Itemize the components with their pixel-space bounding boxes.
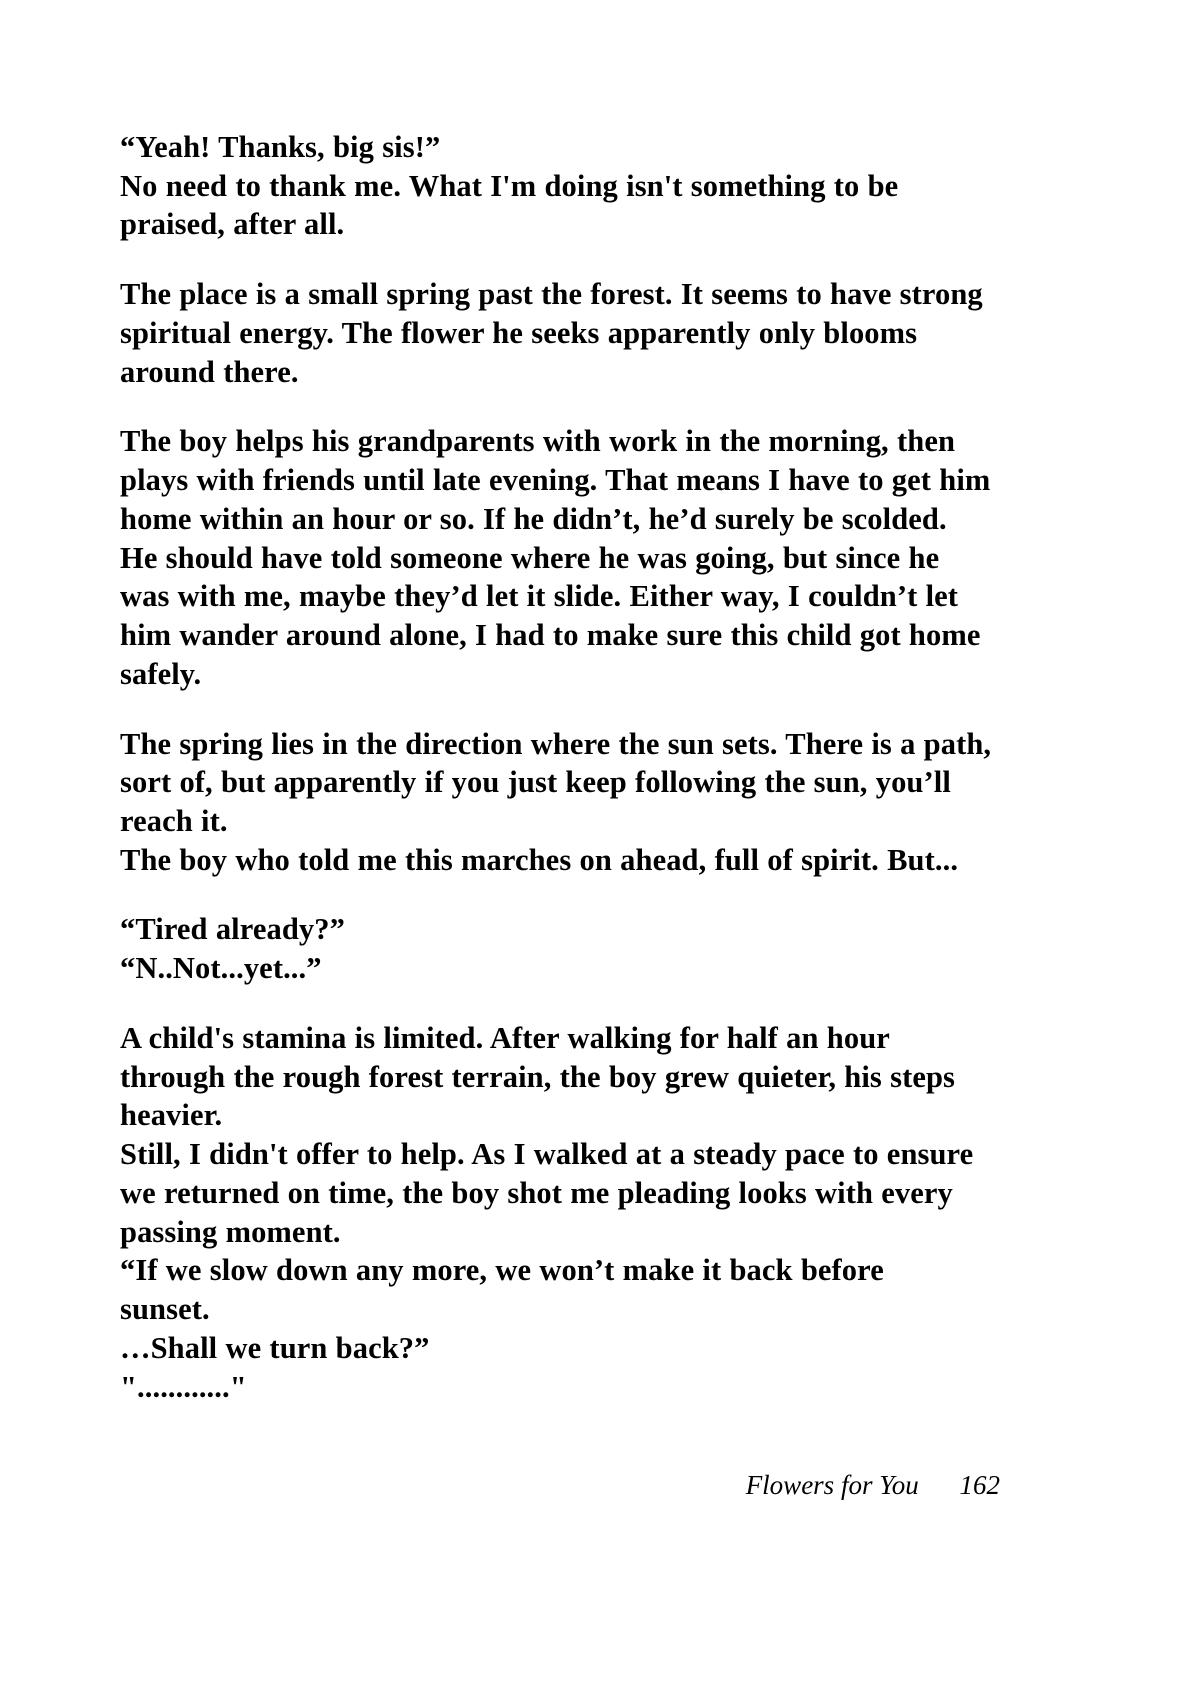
text-line: “If we slow down any more, we won’t make it back before [120,1253,884,1288]
text-line: “N..Not...yet...” [120,951,322,986]
text-line: passing moment. [120,1214,341,1249]
text-line: The boy who told me this marches on ahead, full of spirit. But... [120,842,959,877]
text-line: reach it. [120,804,228,839]
text-line: The boy helps his grandparents with work in the morning, then [120,424,956,459]
paragraph [120,128,1000,244]
text-line: sunset. [120,1292,210,1327]
text-line: home within an hour or so. If he didn’t, he’d surely be scolded. [120,501,947,536]
text-line: spiritual energy. The flower he seeks apparently only blooms [120,315,918,350]
text-line: Still, I didn't offer to help. As I walked at a steady pace to ensure [120,1137,974,1172]
paragraph [120,275,1000,391]
text-line: praised, after all. [120,207,345,242]
text-line: was with me, maybe they’d let it slide. Either way, I couldn’t let [120,579,959,614]
page-number: 162 [959,1470,1000,1500]
text-line: The spring lies in the direction where the sun sets. There is a path, [120,726,992,761]
page-footer [120,1470,1000,1501]
text-line: The place is a small spring past the forest. It seems to have strong [120,277,983,312]
text-line: around there. [120,354,299,389]
text-line: A child's stamina is limited. After walking for half an hour [120,1020,890,1055]
text-line: plays with friends until late evening. That means I have to get him [120,463,991,498]
body-text-column [120,128,1000,1406]
text-line: through the rough forest terrain, the boy grew quieter, his steps [120,1059,955,1094]
text-line: we returned on time, the boy shot me pleading looks with every [120,1175,953,1210]
text-line: “Tired already?” [120,912,345,947]
text-line: No need to thank me. What I'm doing isn't something to be [120,168,899,203]
text-line: He should have told someone where he was going, but since he [120,540,940,575]
text-line: heavier. [120,1098,223,1133]
text-line: sort of, but apparently if you just keep following the sun, you’ll [120,765,951,800]
text-line: "............" [120,1369,247,1404]
text-line: …Shall we turn back?” [120,1330,430,1365]
paragraph [120,910,1000,987]
paragraph [120,725,1000,880]
text-line: him wander around alone, I had to make sure this child got home [120,618,981,653]
paragraph [120,1019,1000,1406]
text-line: safely. [120,656,202,691]
text-line: “Yeah! Thanks, big sis!” [120,130,441,164]
paragraph [120,422,1000,693]
book-title: Flowers for You [745,1470,919,1500]
